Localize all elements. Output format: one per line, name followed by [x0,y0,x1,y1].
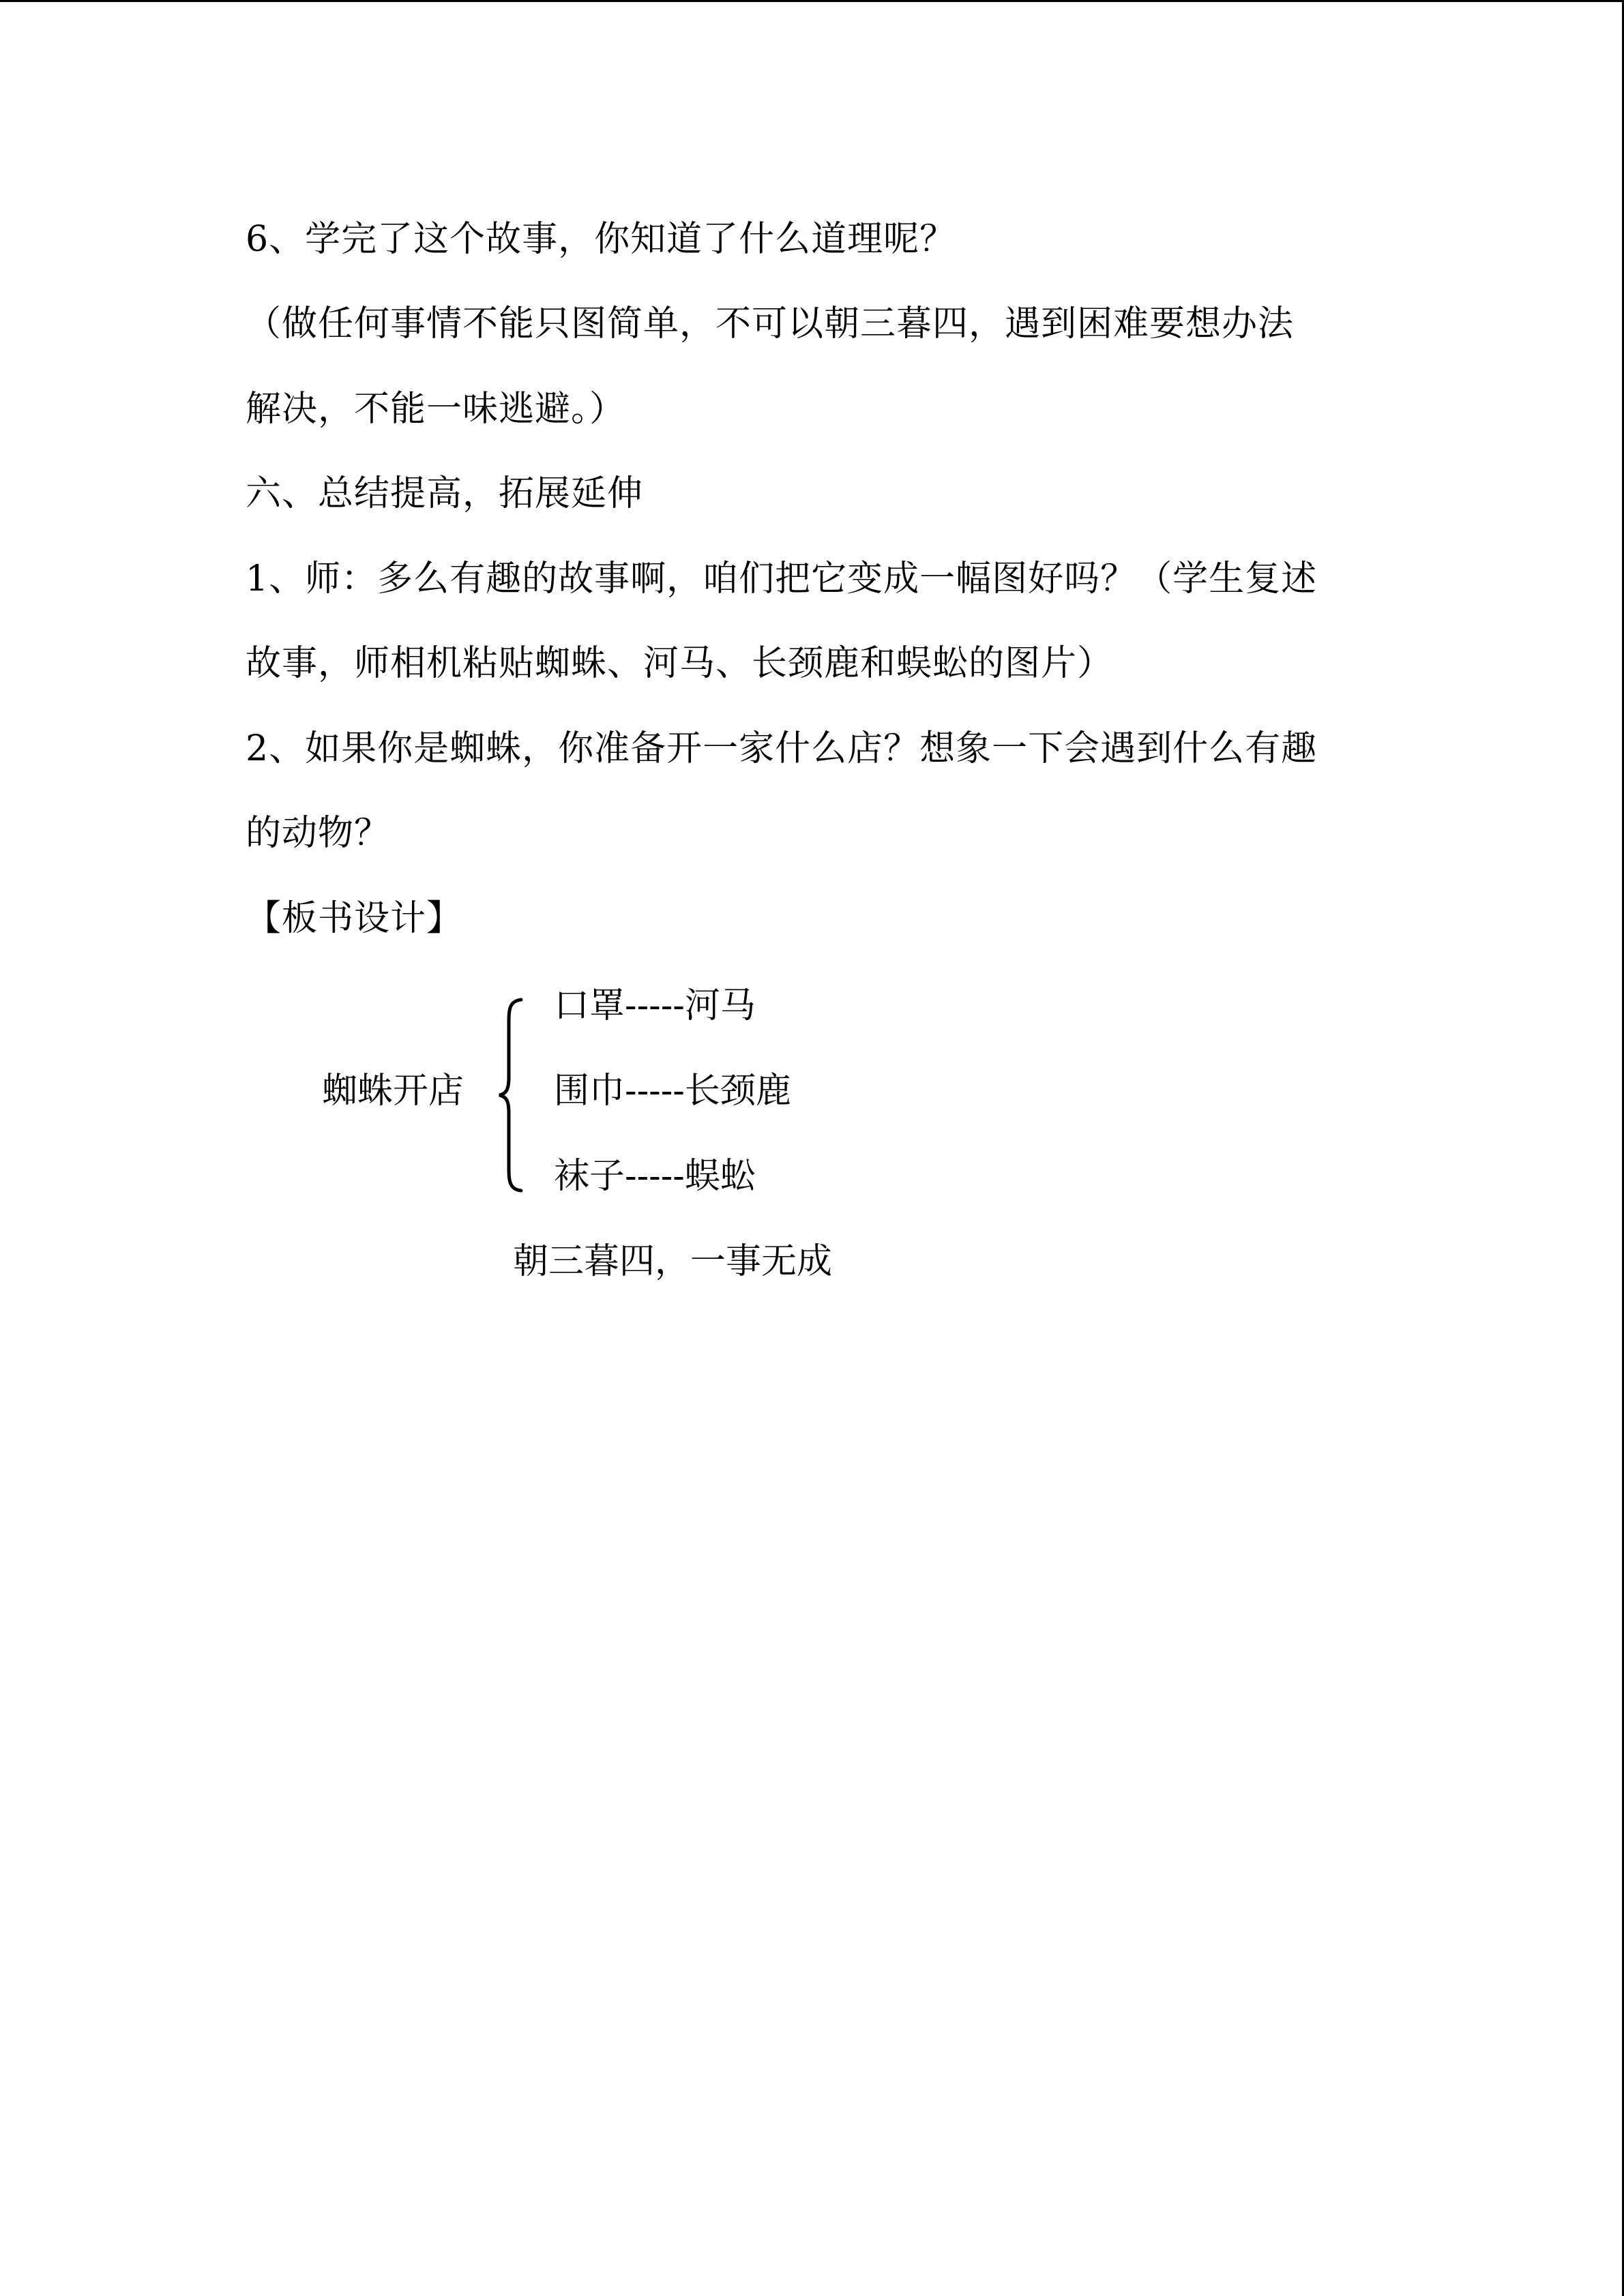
board-center-title: 蜘蛛开店 [322,1071,464,1112]
curly-brace-icon [497,997,524,1193]
answer-line-1: （做任何事情不能只图简单，不可以朝三暮四，遇到困难要想办法 [246,303,1295,344]
board-item-mask: 口罩-----河马 [554,985,756,1026]
step-1-line-2: 故事，师相机粘贴蜘蛛、河马、长颈鹿和蜈蚣的图片） [246,643,1114,684]
step-1-line-1: 1、师：多么有趣的故事啊，咱们把它变成一幅图好吗？（学生复述 [246,558,1318,599]
answer-line-2: 解决，不能一味逃避。） [246,389,626,430]
step-2-line-1: 2、如果你是蜘蛛，你准备开一家什么店？想象一下会遇到什么有趣 [246,728,1318,769]
page-top-border [0,0,1624,2]
board-design-heading: 【板书设计】 [246,898,463,939]
board-item-scarf: 围巾-----长颈鹿 [554,1071,791,1112]
step-2-line-2: 的动物？ [246,813,391,854]
section-heading-6: 六、总结提高，拓展延伸 [246,473,644,514]
question-6: 6、学完了这个故事，你知道了什么道理呢？ [246,219,956,260]
board-item-socks: 袜子-----蜈蚣 [554,1156,756,1197]
board-summary: 朝三暮四，一事无成 [513,1241,833,1282]
